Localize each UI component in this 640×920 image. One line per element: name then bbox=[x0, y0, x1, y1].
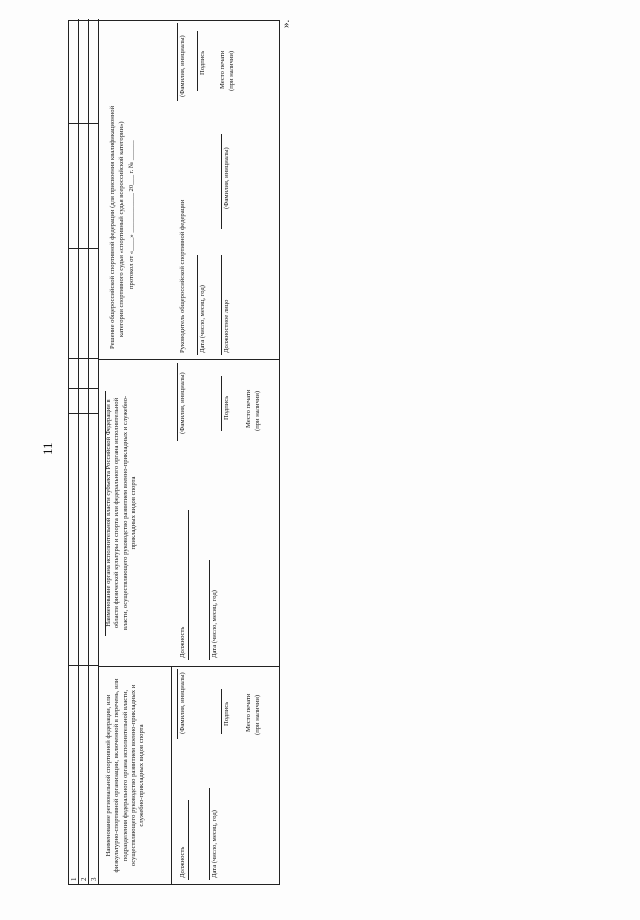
left-position-line bbox=[188, 800, 189, 880]
row-number-1: 1 bbox=[69, 19, 79, 884]
middle-signature-label: Подпись bbox=[223, 395, 230, 420]
left-date-line bbox=[209, 788, 210, 880]
column-divider bbox=[69, 665, 99, 666]
right-official-line bbox=[221, 255, 222, 355]
right-stamp-label: Место печати bbox=[219, 50, 226, 89]
column-divider bbox=[69, 388, 99, 389]
middle-position-label: Должность bbox=[179, 626, 186, 658]
left-name-label: (Фамилия, инициалы) bbox=[179, 672, 186, 734]
left-signature-line bbox=[221, 689, 222, 734]
left-date-label: Дата (число, месяц, год) bbox=[211, 810, 218, 878]
middle-signature-block bbox=[99, 359, 279, 666]
left-position-label: Должность bbox=[179, 846, 186, 878]
left-signature-label: Подпись bbox=[223, 701, 230, 726]
right-header-line-1: Решение общероссийской спортивной федерации (для присвоения квалификационной bbox=[109, 105, 116, 349]
column-divider bbox=[69, 413, 99, 414]
column-divider bbox=[69, 248, 99, 249]
middle-name-label: (Фамилия, инициалы) bbox=[179, 372, 186, 434]
left-stamp-label: Место печати bbox=[245, 693, 252, 732]
report-table bbox=[68, 20, 280, 885]
right-header-line-2: категории спортивного судьи «спортивный судья всероссийской категории») bbox=[118, 121, 125, 337]
middle-stamp-note: (при наличии) bbox=[254, 390, 261, 431]
middle-name-line bbox=[177, 363, 178, 441]
right-name-line-1 bbox=[177, 23, 178, 101]
right-name-line-2 bbox=[221, 134, 222, 229]
row-number-3: 3 bbox=[89, 19, 99, 884]
middle-date-line bbox=[209, 560, 210, 660]
right-stamp-note: (при наличии) bbox=[228, 50, 235, 91]
left-signature-block bbox=[99, 666, 279, 884]
middle-signature-line bbox=[221, 376, 222, 431]
row-number-2: 2 bbox=[79, 19, 89, 884]
middle-stamp-label: Место печати bbox=[245, 389, 252, 428]
right-date-line bbox=[197, 255, 198, 355]
right-signature-block bbox=[99, 19, 279, 359]
closing-quote-mark: ». bbox=[280, 19, 292, 28]
left-sub-divider bbox=[171, 667, 172, 884]
left-stamp-note: (при наличии) bbox=[254, 694, 261, 735]
page-number: 11 bbox=[40, 442, 55, 455]
middle-date-label: Дата (число, месяц, год) bbox=[211, 590, 218, 658]
column-divider bbox=[69, 123, 99, 124]
right-signature-line bbox=[197, 31, 198, 91]
middle-position-line bbox=[188, 510, 189, 660]
middle-header: Наименование органа исполнительной власти субъекта Российской Федерации в области физической культуры и спорта или федерального органа исполнительной власти, осуществляющего руководство развитием военно-прикладных и служебно-прикладных видов спорта bbox=[105, 395, 137, 631]
numbered-rows bbox=[69, 19, 99, 884]
right-name-label-1: (Фамилия, инициалы) bbox=[179, 35, 186, 97]
left-name-line bbox=[177, 669, 178, 739]
column-divider bbox=[69, 358, 99, 359]
right-name-label-2: (Фамилия, инициалы) bbox=[223, 147, 230, 209]
right-signature-label: Подпись bbox=[199, 50, 206, 75]
right-head-label: Руководитель общероссийской спортивной федерации bbox=[179, 199, 186, 353]
middle-header-line bbox=[105, 391, 106, 636]
right-header-line-3: протокол от «____» ____________ 20___ г. № ______ bbox=[128, 140, 135, 289]
right-official-label: Должностное лицо bbox=[223, 299, 230, 353]
left-header: Наименование региональной спортивной федерации, или физкультурно-спортивной организации, включенной в перечень, или подразделения федерального органа исполнительной власти, осуществляющего руководство развитием военно-прикладных и служебно-прикладных видов спорта bbox=[105, 678, 146, 873]
right-date-label: Дата (число, месяц, год) bbox=[199, 285, 206, 353]
